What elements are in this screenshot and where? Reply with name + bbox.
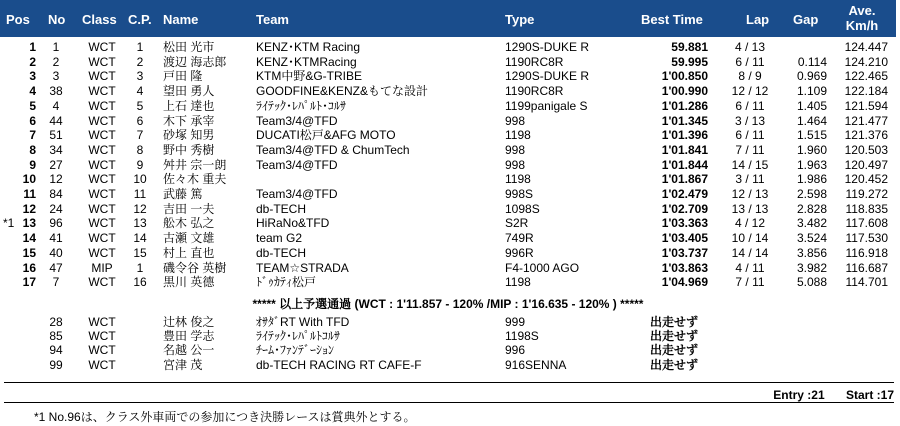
cell-type: 1198S: [505, 329, 539, 344]
cell-ave: 124.210: [844, 54, 888, 69]
result-row: [0, 114, 900, 128]
cell-type: S2R: [505, 216, 529, 231]
cell-cp: 12: [133, 201, 147, 216]
cell-no: 85: [49, 329, 63, 344]
cell-class: WCT: [88, 187, 116, 201]
dns-row: [0, 358, 900, 372]
cell-best: 1'01.841: [661, 142, 708, 157]
cell-type: 1199panigale S: [505, 98, 588, 113]
cell-gap: 2.598: [796, 187, 827, 201]
cell-name: 戸田 隆: [163, 69, 203, 84]
cell-lap: 12 / 12: [731, 84, 769, 99]
cell-best: 1'01.396: [661, 128, 708, 143]
cell-lap: 4 / 12: [734, 216, 766, 231]
cell-no: 24: [49, 201, 63, 216]
cell-best: 1'01.286: [661, 98, 708, 113]
cell-name: 武藤 篤: [163, 187, 203, 201]
cell-cp: 7: [136, 128, 144, 143]
cell-type: F4-1000 AGO: [505, 260, 580, 275]
cell-name: 宮津 茂: [163, 357, 203, 372]
cell-ave: 122.465: [844, 69, 888, 84]
cell-pos: 15: [22, 245, 36, 260]
cell-name: 舛井 宗一朗: [163, 157, 227, 172]
cell-gap: 3.856: [796, 245, 827, 260]
cell-lap: 13 / 13: [731, 201, 769, 216]
cell-best: 1'04.969: [661, 275, 708, 290]
cell-cp: 5: [136, 98, 144, 113]
cell-type: 749R: [505, 231, 534, 246]
cell-gap: 3.482: [796, 216, 827, 231]
cell-no: 28: [49, 315, 63, 329]
cell-status: 出走せず: [650, 343, 699, 358]
cell-gap: 1.464: [796, 113, 827, 128]
cell-ave: 119.272: [845, 187, 888, 201]
dns-row: [0, 343, 900, 357]
cell-gap: 1.986: [796, 172, 827, 187]
cell-status: 出走せず: [650, 315, 699, 329]
result-row: [0, 99, 900, 113]
cell-cp: 14: [133, 231, 147, 246]
cell-ave: 121.376: [844, 128, 888, 143]
cell-pos: 13: [22, 216, 36, 231]
cell-best: 1'03.363: [661, 216, 708, 231]
cell-type: 1190RC8R: [505, 84, 564, 99]
cell-cp: 11: [133, 187, 147, 201]
cell-team: ﾄﾞｩｶﾃｨ松戸: [256, 275, 317, 290]
cell-class: WCT: [88, 329, 116, 344]
cell-cp: 4: [136, 84, 144, 99]
cell-team: KENZ･KTM Racing: [256, 40, 361, 54]
cell-ave: 117.608: [845, 216, 888, 231]
cell-no: 27: [49, 157, 63, 172]
cell-pos: 11: [23, 187, 36, 201]
cell-pos: 12: [22, 201, 36, 216]
cell-ave: 121.477: [844, 113, 888, 128]
cell-no: 96: [49, 216, 63, 231]
cell-best: 1'03.863: [661, 260, 708, 275]
cell-name: 名越 公一: [163, 343, 215, 358]
cell-team: HiRaNo&TFD: [256, 216, 330, 231]
cell-status: 出走せず: [650, 357, 699, 372]
cell-no: 84: [49, 187, 63, 201]
cell-type: 998: [505, 142, 526, 157]
cell-class: MIP: [91, 260, 113, 275]
cell-type: 1190RC8R: [505, 54, 564, 69]
cell-best: 1'03.737: [661, 245, 708, 260]
cell-class: WCT: [88, 128, 116, 143]
cell-ave: 120.497: [844, 157, 888, 172]
cell-name: 砂塚 知男: [163, 128, 215, 143]
cell-gap: 3.524: [796, 231, 827, 246]
cell-ave: 120.503: [844, 142, 888, 157]
cell-pos: 6: [29, 113, 36, 128]
result-row: [0, 216, 900, 230]
cell-name: 舩木 弘之: [163, 216, 215, 231]
cell-class: WCT: [88, 157, 116, 172]
cell-class: WCT: [88, 357, 116, 372]
cell-type: 998: [505, 113, 526, 128]
cell-best: 1'01.844: [661, 157, 708, 172]
cell-no: 44: [49, 113, 63, 128]
footer-rule: [4, 402, 894, 403]
cell-class: WCT: [88, 343, 116, 358]
cell-ave: 122.184: [844, 84, 888, 99]
cell-no: 1: [52, 40, 60, 54]
cell-class: WCT: [88, 245, 116, 260]
cell-name: 磯令谷 英樹: [163, 260, 227, 275]
cell-lap: 6 / 11: [735, 98, 765, 113]
cell-cp: 15: [133, 245, 147, 260]
result-row: [0, 40, 900, 54]
result-row: [0, 128, 900, 142]
cell-gap: 5.088: [796, 275, 827, 290]
cell-lap: 6 / 11: [735, 128, 765, 143]
cell-name: 渡辺 海志郎: [163, 54, 227, 69]
cell-no: 41: [49, 231, 63, 246]
cell-best: 1'00.850: [661, 69, 708, 84]
cell-pos: 14: [22, 231, 36, 246]
cell-cp: 13: [133, 216, 147, 231]
cell-status: 出走せず: [650, 329, 699, 344]
header-type: Type: [505, 12, 535, 27]
cell-lap: 6 / 11: [735, 54, 765, 69]
result-row: [0, 172, 900, 186]
cell-cp: 10: [133, 172, 147, 187]
cell-pos: 1: [29, 40, 36, 54]
header-ave: Ave. Km/h: [845, 3, 879, 33]
cell-pos: 4: [29, 84, 36, 99]
cell-lap: 12 / 13: [731, 187, 769, 201]
cell-class: WCT: [88, 172, 116, 187]
cell-no: 7: [52, 275, 60, 290]
cell-no: 12: [49, 172, 63, 187]
cell-class: WCT: [88, 142, 116, 157]
header-cp: C.P.: [128, 12, 152, 27]
cell-team: TEAM☆STRADA: [256, 260, 349, 275]
cell-team: ﾁｰﾑ･ﾌｧﾝﾃﾞｰｼｮﾝ: [256, 343, 335, 358]
start-count: Start :17: [845, 388, 894, 402]
cell-gap: 0.114: [797, 54, 827, 69]
cell-cp: 16: [133, 275, 147, 290]
cell-gap: 1.515: [796, 128, 827, 143]
cell-class: WCT: [88, 98, 116, 113]
cell-name: 黒川 英德: [163, 275, 215, 290]
entry-count: Entry :21: [773, 388, 825, 402]
cell-lap: 4 / 13: [734, 40, 766, 54]
cell-gap: 1.109: [796, 84, 827, 99]
cell-class: WCT: [88, 40, 116, 54]
header-team: Team: [256, 12, 289, 27]
header-class: Class: [82, 12, 117, 27]
cell-name: 村上 直也: [163, 245, 215, 260]
cell-type: 996R: [505, 245, 534, 260]
result-row: [0, 261, 900, 275]
result-row: [0, 275, 900, 289]
cell-class: WCT: [88, 275, 116, 290]
cell-type: 1290S-DUKE R: [505, 40, 590, 54]
cell-type: 1098S: [505, 201, 540, 216]
cell-cp: 6: [136, 113, 144, 128]
cell-team: DUCATI松戸&AFG MOTO: [256, 128, 396, 143]
cell-class: WCT: [88, 315, 116, 329]
cell-no: 47: [49, 260, 63, 275]
result-row: [0, 187, 900, 201]
header-no: No: [48, 12, 66, 27]
cell-team: KTM中野&G-TRIBE: [256, 69, 363, 84]
bottom-rule: [4, 382, 894, 383]
result-row: [0, 231, 900, 245]
footnote: *1 No.96は、クラス外車両での参加につき決勝レースは賞典外とする。: [34, 410, 416, 424]
cell-best: 1'03.405: [661, 231, 708, 246]
cell-type: 998S: [505, 187, 534, 201]
cell-team: team G2: [256, 231, 303, 246]
cell-class: WCT: [88, 201, 116, 216]
cell-type: 916SENNA: [505, 357, 567, 372]
cell-gap: 1.405: [796, 98, 827, 113]
cell-team: Team3/4@TFD: [256, 113, 338, 128]
cell-lap: 10 / 14: [731, 231, 769, 246]
cell-pos: 10: [22, 172, 36, 187]
cell-class: WCT: [88, 113, 116, 128]
cell-team: ﾗｲﾃｯｸ･ﾚﾊﾟﾙﾄ･ｺﾙｻ: [256, 98, 347, 113]
cell-team: ｵｻﾀﾞRT With TFD: [256, 315, 350, 329]
cell-no: 38: [49, 84, 63, 99]
cell-name: 野中 秀樹: [163, 142, 215, 157]
cell-pos: 5: [29, 98, 36, 113]
dns-row: [0, 315, 900, 329]
cell-ave: 116.918: [845, 245, 888, 260]
cell-pos: 8: [29, 142, 36, 157]
cell-no: 94: [49, 343, 63, 358]
footer-counts: [755, 388, 894, 402]
header-gap: Gap: [793, 12, 819, 27]
cell-name: 望田 勇人: [163, 84, 215, 99]
cell-lap: 4 / 11: [735, 260, 765, 275]
cell-ave: 114.701: [845, 275, 888, 290]
cell-cp: 3: [136, 69, 144, 84]
cell-lap: 3 / 13: [734, 113, 766, 128]
cell-no: 40: [49, 245, 63, 260]
cell-lap: 14 / 14: [731, 245, 769, 260]
cell-no: 99: [49, 357, 63, 372]
cell-team: Team3/4@TFD: [256, 157, 338, 172]
cell-team: db-TECH: [256, 201, 307, 216]
cell-gap: 2.828: [796, 201, 827, 216]
cell-lap: 7 / 11: [735, 275, 765, 290]
result-row: [0, 246, 900, 260]
header-best: Best Time: [641, 12, 703, 27]
cell-class: WCT: [88, 54, 116, 69]
cell-best: 1'01.345: [661, 113, 708, 128]
cell-team: db-TECH: [256, 245, 307, 260]
cell-team: KENZ･KTMRacing: [256, 54, 357, 69]
cell-ave: 124.447: [844, 40, 888, 54]
cell-lap: 7 / 11: [735, 142, 765, 157]
cell-name: 古瀬 文雄: [163, 231, 215, 246]
cell-best: 1'02.709: [661, 201, 708, 216]
cell-pos: 16: [22, 260, 36, 275]
cell-cp: 1: [136, 40, 144, 54]
result-row: [0, 69, 900, 83]
cell-note: *1: [3, 216, 15, 231]
cell-class: WCT: [88, 84, 116, 99]
header-lap: Lap: [746, 12, 770, 27]
cell-ave: 117.530: [845, 231, 888, 246]
cell-gap: 3.982: [796, 260, 827, 275]
cell-gap: 0.969: [796, 69, 827, 84]
cell-pos: 17: [22, 275, 36, 290]
cell-ave: 118.835: [845, 201, 888, 216]
result-row: [0, 143, 900, 157]
cell-no: 51: [49, 128, 63, 143]
cell-name: 上石 達也: [163, 98, 215, 113]
cell-best: 1'02.479: [661, 187, 708, 201]
cell-class: WCT: [88, 216, 116, 231]
cell-lap: 14 / 15: [731, 157, 769, 172]
cell-name: 吉田 一夫: [163, 201, 215, 216]
cell-team: ﾗｲﾃｯｸ･ﾚﾊﾟﾙﾄｺﾙｻ: [256, 329, 341, 344]
cell-type: 999: [505, 315, 526, 329]
cell-class: WCT: [88, 231, 116, 246]
cell-type: 1198: [505, 172, 531, 187]
cell-name: 豊田 学志: [163, 329, 215, 344]
cell-pos: 2: [29, 54, 36, 69]
cell-best: 59.881: [671, 40, 708, 54]
qualify-separator: ***** 以上予選通過 (WCT : 1'11.857 - 120% /MIP : 1'16.635 - 120% ) *****: [252, 297, 644, 311]
header-pos: Pos: [6, 12, 30, 27]
cell-lap: 8 / 9: [738, 69, 762, 84]
cell-best: 1'01.867: [661, 172, 708, 187]
cell-gap: 1.963: [796, 157, 827, 172]
cell-type: 1198: [505, 275, 531, 290]
cell-pos: 9: [29, 157, 36, 172]
cell-type: 998: [505, 157, 526, 172]
cell-no: 2: [52, 54, 60, 69]
cell-no: 4: [52, 98, 60, 113]
cell-type: 1198: [505, 128, 531, 143]
cell-cp: 8: [136, 142, 144, 157]
cell-no: 34: [49, 142, 63, 157]
cell-best: 59.995: [671, 54, 708, 69]
cell-team: GOODFINE&KENZ&もてな設計: [256, 84, 429, 99]
cell-ave: 116.687: [845, 260, 888, 275]
cell-cp: 9: [136, 157, 144, 172]
cell-ave: 121.594: [844, 98, 888, 113]
cell-team: db-TECH RACING RT CAFE-F: [256, 357, 422, 372]
cell-cp: 2: [136, 54, 144, 69]
cell-gap: 1.960: [796, 142, 827, 157]
cell-team: Team3/4@TFD & ChumTech: [256, 142, 410, 157]
cell-class: WCT: [88, 69, 116, 84]
cell-lap: 3 / 11: [735, 172, 765, 187]
cell-name: 佐々木 重夫: [163, 172, 227, 187]
results-header: [0, 0, 896, 37]
cell-best: 1'00.990: [661, 84, 708, 99]
cell-team: Team3/4@TFD: [256, 187, 338, 201]
header-name: Name: [163, 12, 199, 27]
result-row: [0, 158, 900, 172]
cell-pos: 7: [29, 128, 36, 143]
cell-name: 辻林 俊之: [163, 315, 215, 329]
cell-name: 木下 承宰: [163, 113, 215, 128]
cell-no: 3: [52, 69, 60, 84]
cell-ave: 120.452: [844, 172, 888, 187]
result-row: [0, 202, 900, 216]
cell-pos: 3: [29, 69, 36, 84]
result-row: [0, 84, 900, 98]
cell-type: 1290S-DUKE R: [505, 69, 590, 84]
cell-type: 996: [505, 343, 526, 358]
cell-cp: 1: [136, 260, 144, 275]
dns-row: [0, 329, 900, 343]
cell-name: 松田 光市: [163, 40, 215, 54]
result-row: [0, 55, 900, 69]
